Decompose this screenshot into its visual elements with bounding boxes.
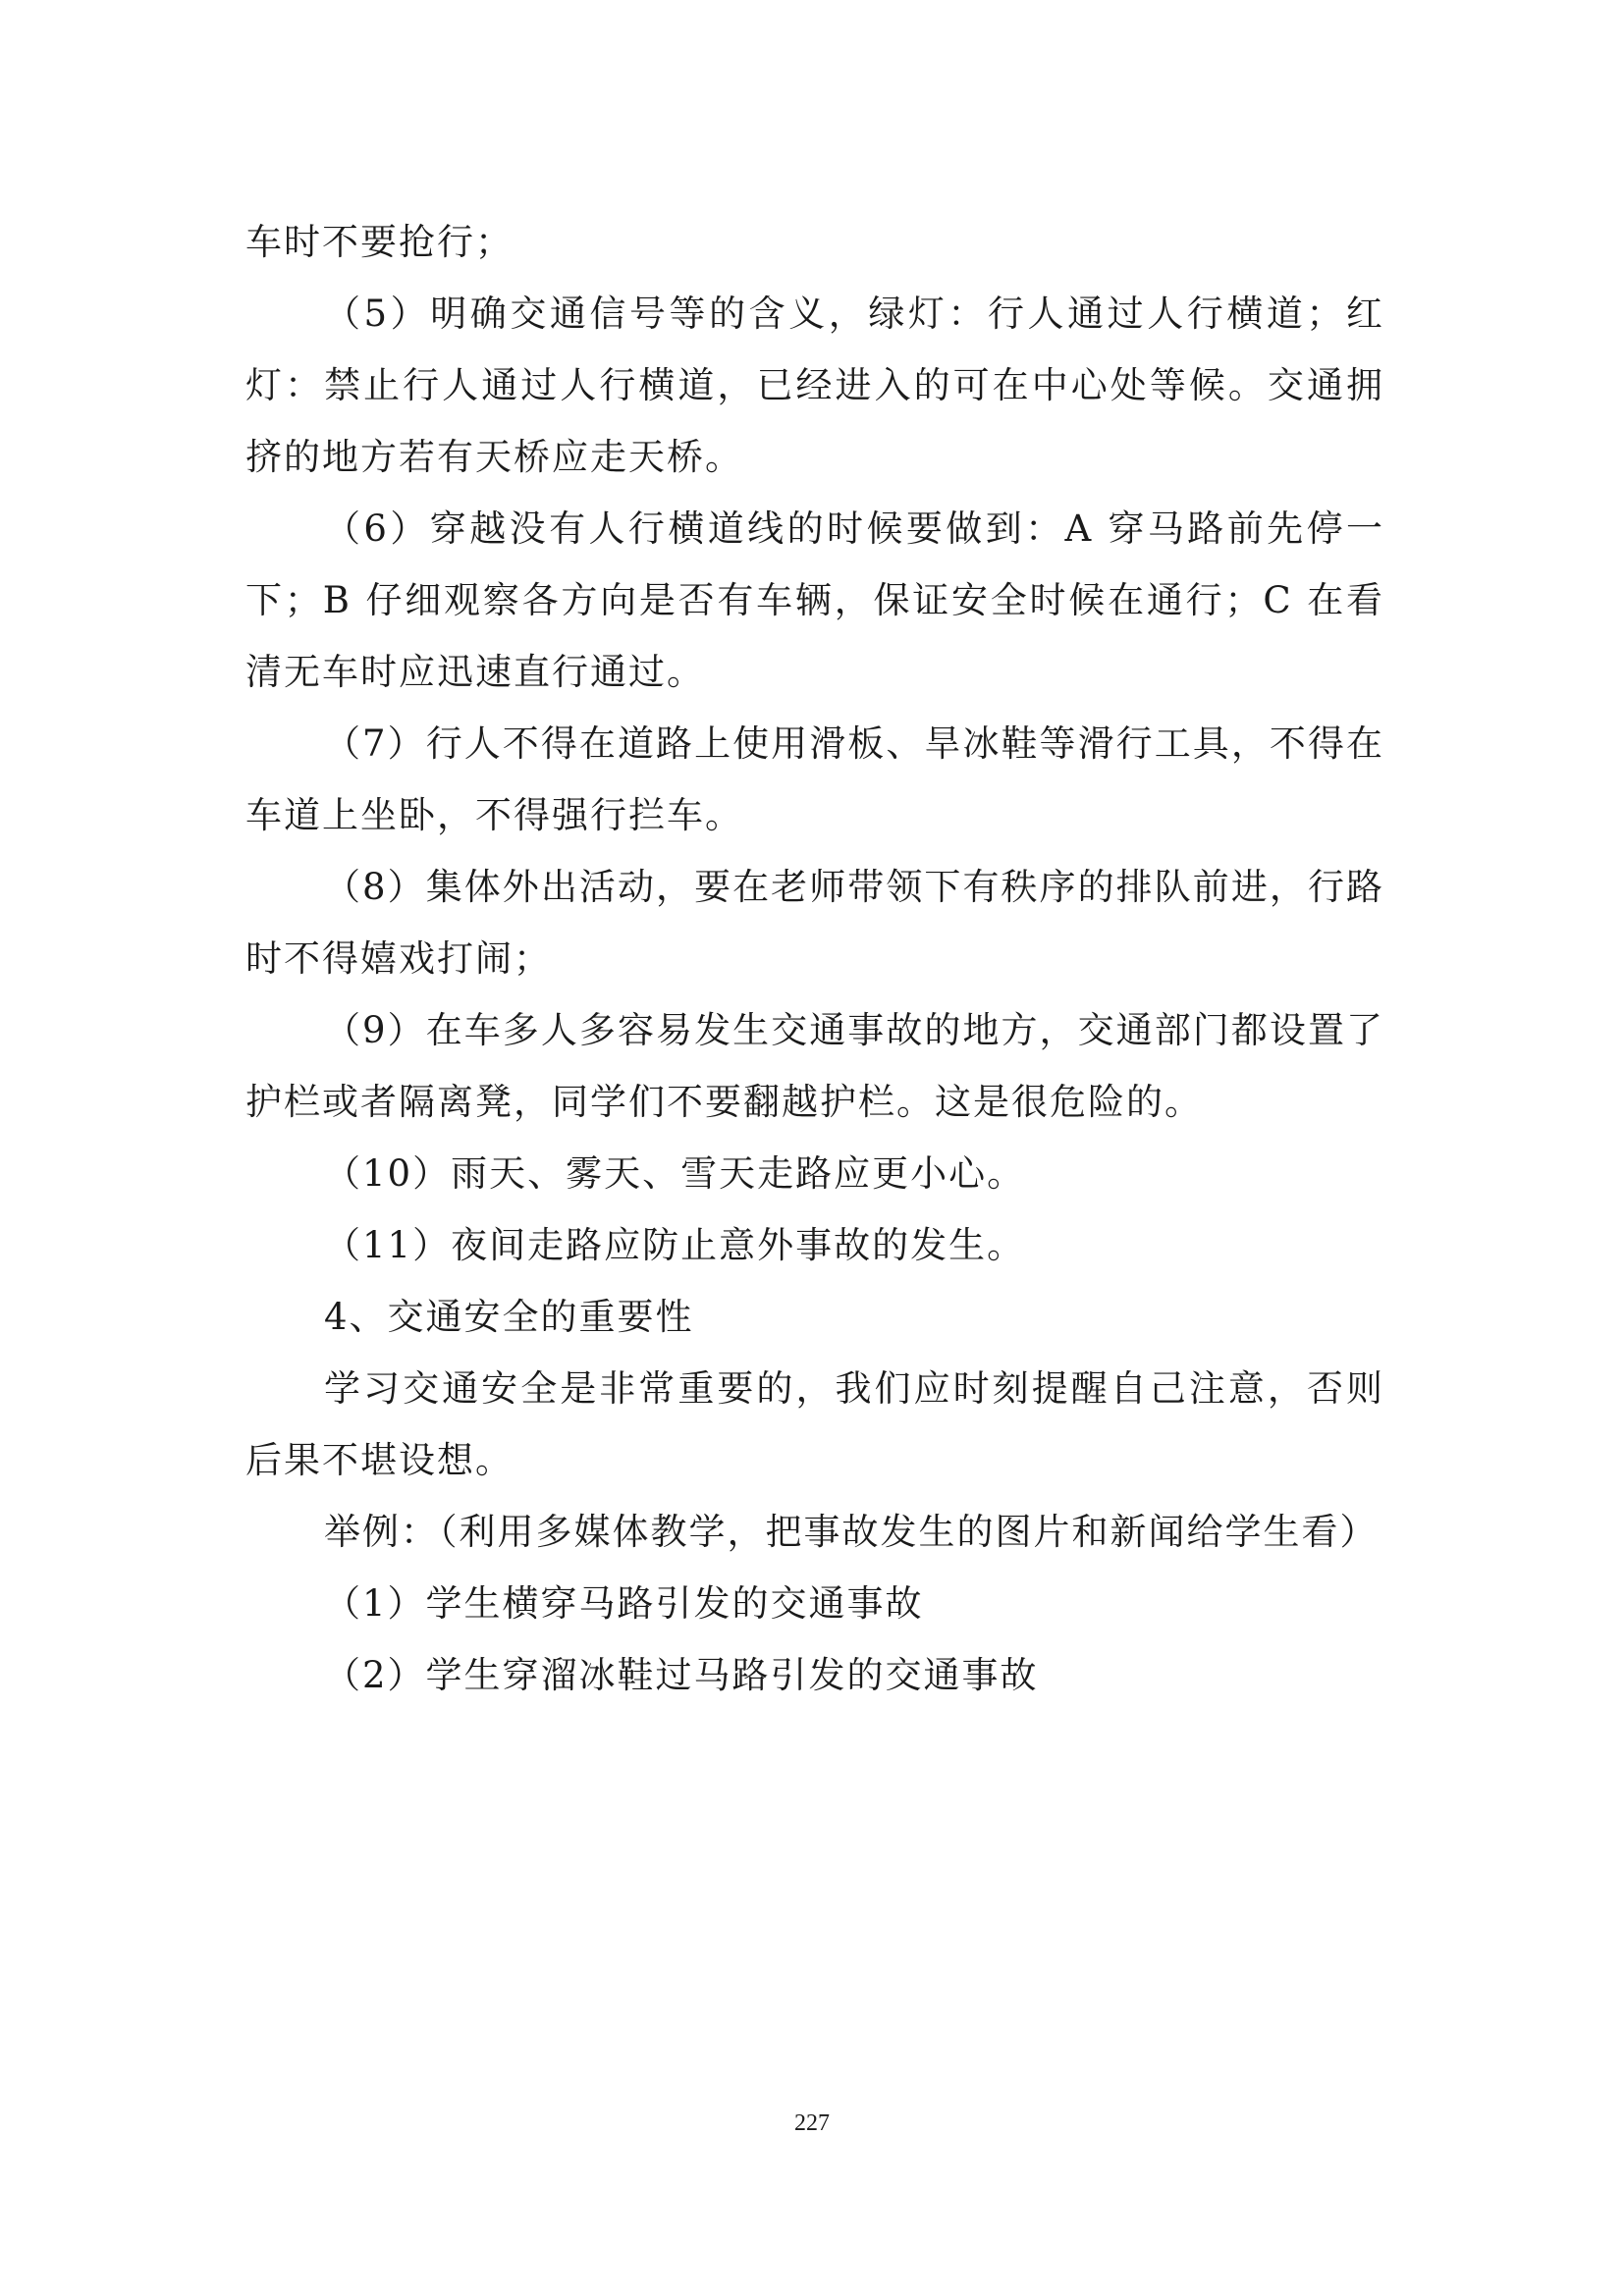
paragraph-example-intro: 举例：（利用多媒体教学，把事故发生的图片和新闻给学生看） (324, 1511, 1379, 1553)
paragraph-item-7: （7）行人不得在道路上使用滑板、旱冰鞋等滑行工具，不得在车道上坐卧，不得强行拦车。 (245, 722, 1384, 836)
paragraph-item-10: （10）雨天、雾天、雪天走路应更小心。 (324, 1152, 1026, 1195)
page-number: 227 (794, 2110, 830, 2136)
paragraph-importance: 学习交通安全是非常重要的，我们应时刻提醒自己注意，否则后果不堪设想。 (245, 1367, 1384, 1481)
section-heading: 4、交通安全的重要性 (324, 1296, 694, 1338)
paragraph-item-8: （8）集体外出活动，要在老师带领下有秩序的排队前进，行路时不得嬉戏打闹； (245, 866, 1384, 980)
paragraph-item-6: （6）穿越没有人行横道线的时候要做到：A 穿马路前先停一下；B 仔细观察各方向是否有车辆，保证安全时候在通行；C 在看清无车时应迅速直行通过。 (245, 507, 1384, 693)
paragraph-item-11: （11）夜间走路应防止意外事故的发生。 (324, 1224, 1026, 1266)
document-body (245, 206, 1384, 1711)
paragraph-continuation: 车时不要抢行； (245, 221, 514, 263)
example-item-1: （1）学生横穿马路引发的交通事故 (324, 1582, 924, 1625)
paragraph-item-5: （5）明确交通信号等的含义，绿灯：行人通过人行横道；红灯：禁止行人通过人行横道，已经进入的可在中心处等候。交通拥挤的地方若有天桥应走天桥。 (245, 293, 1384, 478)
paragraph-item-9: （9）在车多人多容易发生交通事故的地方，交通部门都设置了护栏或者隔离凳，同学们不要翻越护栏。这是很危险的。 (245, 1009, 1384, 1123)
example-item-2: （2）学生穿溜冰鞋过马路引发的交通事故 (324, 1654, 1039, 1696)
